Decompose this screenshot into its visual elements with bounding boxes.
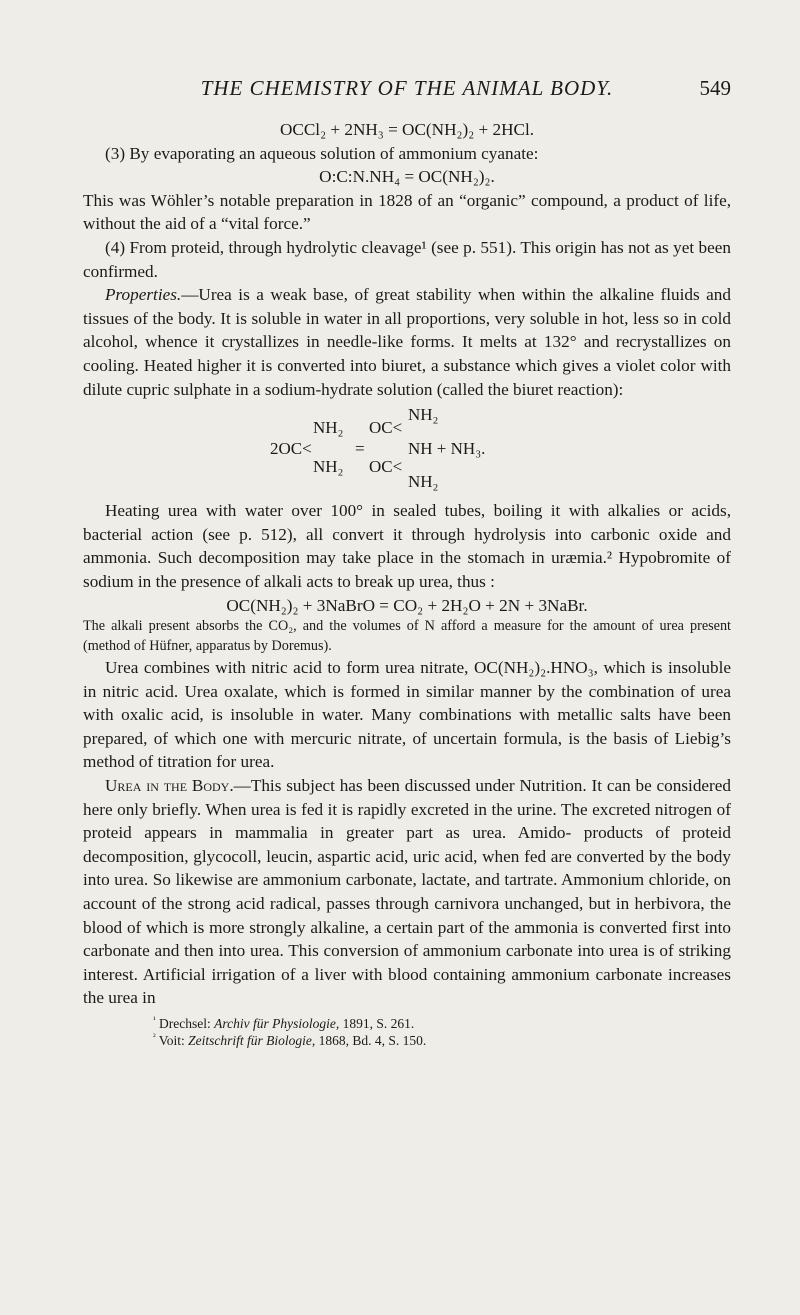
biuret-nh2-top: NH₂ [408,405,439,425]
running-header [83,76,731,106]
properties-text: —Urea is a weak base, of great stability when within the alkaline fluids and tissues of the body. It is soluble in water in all proportions, very soluble in hot, less so in cold alcohol, whence it crystallizes in needle-like forms. It melts at 132° and recrystallizes on cooling. Heated higher it is converted into biuret, a substance which gives a violet color with dilute cupric sulphate in a sodium-hydrate solution (called the biuret reaction): [83,285,731,399]
paragraph-wohler: This was Wöhler’s notable preparation in 1828 of an “organic” compound, a product of life, without the aid of a “vital force.” [83,190,731,234]
footnotes [83,1015,731,1049]
paragraph-urea-nitrate: Urea combines with nitric acid to form urea nitrate, OC(NH₂)₂.HNO₃, which is insoluble in nitric acid. Urea oxalate, which is formed in similar manner by the combination of urea with oxalic acid, is insoluble in water. Many combinations with metallic salts have been prepared, of which one with mercuric nitrate, of uncertain formula, is the basis of Liebig’s method of titration for urea. [83,658,731,772]
paragraph-urea-in-body [83,774,731,1010]
biuret-nh2-bottom: NH₂ [408,472,439,492]
page-number: 549 [699,76,731,100]
urea-body-heading: Urea in the Body. [105,776,234,796]
biuret-oc-bottom: OC< [369,457,403,477]
running-title: THE CHEMISTRY OF THE ANIMAL BODY. [200,76,614,100]
biuret-nh-mid: NH + NH₃. [408,439,486,459]
paragraph-item-3: (3) By evaporating an aqueous solution of ammonium cyanate: [105,143,539,163]
biuret-lhs: 2OC< [270,439,312,459]
note-alkali: The alkali present absorbs the CO₂, and the volumes of N afford a measure for the amount of urea present (method of Hüfner, apparatus by Doremus). [83,618,731,654]
properties-heading: Properties. [105,285,182,305]
paragraph-heating: Heating urea with water over 100° in sealed tubes, boiling it with alkalies or acids, bacterial action (see p. 512), all convert it through hydrolysis into carbonic oxide and ammonia. Such decomposition may take place in the stomach in uræmia.² Hypobromite of sodium in the presence of alkali acts to break up urea, thus : [83,501,731,591]
biuret-nh2-lower: NH₂ [313,457,344,477]
biuret-oc-top: OC< [369,418,403,438]
biuret-equals: = [355,439,365,459]
equation-phosgene: OCCl₂ + 2NH₃ = OC(NH₂)₂ + 2HCl. [279,120,535,139]
biuret-equation [83,403,731,491]
footnote-2: $^{^2}$ Voit: Zeitschrift für Biologie, 1868, Bd. 4, S. 150. [153,1031,427,1048]
biuret-nh2-upper: NH₂ [313,418,344,438]
equation-cyanate: O:C:N.NH₄ = OC(NH₂)₂. [319,167,495,187]
footnote-1: $^{^1}$ Drechsel: Archiv für Physiologie, 1891, S. 261. [153,1014,415,1031]
paragraph-properties [83,283,731,401]
equation-hypobromite: OC(NH₂)₂ + 3NaBrO = CO₂ + 2H₂O + 2N + 3NaBr. [226,595,588,615]
page-body [83,118,731,1049]
paragraph-item-4: (4) From proteid, through hydrolytic cleavage¹ (see p. 551). This origin has not as yet been confirmed. [83,237,731,281]
urea-body-text: —This subject has been discussed under Nutrition. It can be considered here only briefly. When urea is fed it is rapidly excreted in the urine. The excreted nitrogen of proteid appears in mammalia in greater part as urea. Amido- products of proteid decomposition, glycocoll, leucin, aspartic acid, uric acid, when fed are converted by the body into urea. So likewise are ammonium carbonate, lactate, and tartrate. Ammonium chloride, on account of the strong acid radical, passes through carnivora unchanged, but in herbivora, the blood of which is more strongly alkaline, a certain part of the ammonia is converted first into carbonate and then into urea. This conversion of ammonium carbonate into urea is of striking interest. Artificial irrigation of a liver with blood containing ammonium carbonate increases the urea in [83,776,731,1008]
